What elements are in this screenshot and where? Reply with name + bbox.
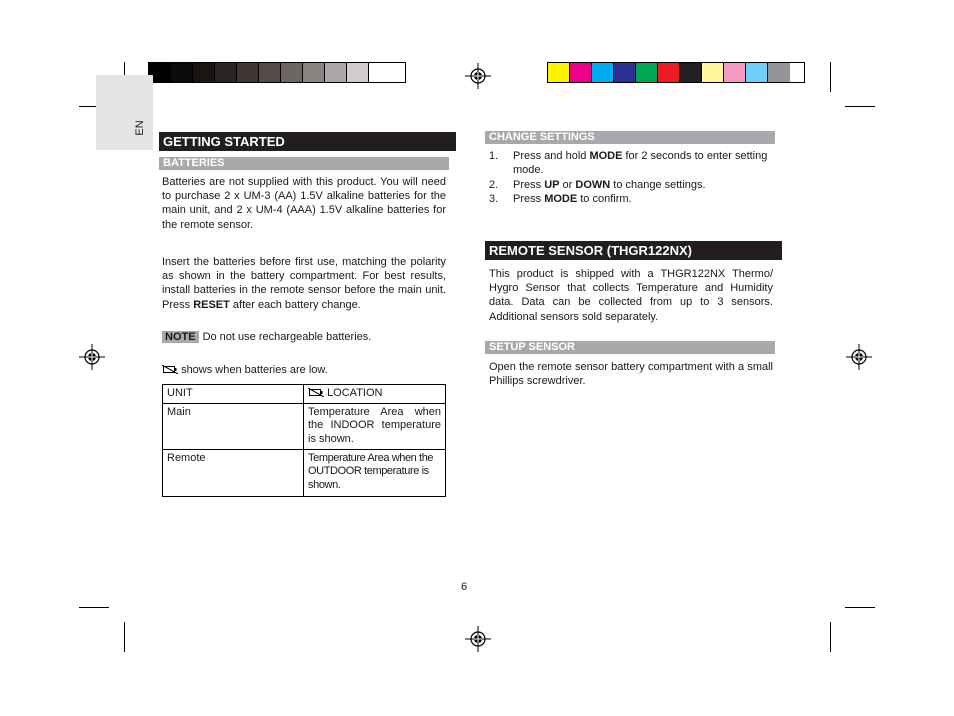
table-row [163, 449, 446, 496]
table-cell-unit: Main [163, 403, 304, 449]
grayscale-swatch [347, 63, 369, 82]
step-number: 1. [489, 150, 499, 162]
remote-sensor-paragraph: This product is shipped with a THGR122NX Thermo/ Hygro Sensor that collects Temperature and Humidity data. Data can be collected from up to 3 sensors. Additional sensors sold separately. [489, 268, 773, 323]
step-number: 2. [489, 178, 499, 191]
color-swatch [680, 63, 702, 82]
battery-location-table [162, 384, 446, 497]
language-tab [96, 75, 153, 150]
color-swatch [768, 63, 790, 82]
subsection-title-change-settings: CHANGE SETTINGS [485, 131, 775, 144]
low-battery-icon [308, 388, 324, 397]
color-swatch [548, 63, 570, 82]
list-item [489, 178, 775, 192]
low-battery-icon [162, 365, 178, 374]
table-cell-location: Temperature Area when the OUTDOOR temperature is shown. [304, 449, 446, 496]
language-tab-label: EN [134, 120, 146, 136]
step-text: to confirm. [577, 193, 632, 206]
note-text: Do not use rechargeable batteries. [202, 331, 372, 343]
grayscale-calibration-bar [148, 62, 406, 83]
note-line [162, 330, 371, 344]
color-swatch [636, 63, 658, 82]
table-cell-unit: Remote [163, 449, 304, 496]
step-text: Press [513, 178, 545, 191]
table-header-location [304, 385, 446, 404]
low-battery-line [162, 363, 328, 377]
grayscale-swatch [237, 63, 259, 82]
reset-keyword: RESET [193, 298, 230, 311]
subsection-title-setup-sensor: SETUP SENSOR [485, 341, 775, 354]
grayscale-swatch [281, 63, 303, 82]
table-header-row [163, 385, 446, 404]
list-item [489, 192, 775, 206]
table-header-location-label: LOCATION [327, 387, 383, 399]
color-swatch [702, 63, 724, 82]
table-row [163, 403, 446, 449]
mode-keyword: MODE [544, 193, 578, 206]
registration-mark-icon [79, 344, 105, 370]
section-title-remote-sensor: REMOTE SENSOR (THGR122NX) [485, 241, 782, 260]
step-text: to change settings. [610, 178, 706, 191]
step-text: for 2 seconds to enter setting mode. [513, 150, 768, 177]
grayscale-swatch [303, 63, 325, 82]
page-number: 6 [461, 581, 468, 593]
color-swatch [746, 63, 768, 82]
mode-keyword: MODE [589, 150, 623, 162]
grayscale-swatch [171, 63, 193, 82]
list-item [489, 149, 775, 178]
para2-text-post: after each battery change. [229, 298, 361, 311]
color-swatch [724, 63, 746, 82]
up-keyword: UP [544, 178, 560, 191]
down-keyword: DOWN [575, 178, 611, 191]
step-text: Press and hold [513, 150, 590, 162]
setup-sensor-paragraph: Open the remote sensor battery compartment with a small Phillips screwdriver. [489, 361, 773, 388]
note-tag: NOTE [162, 331, 199, 343]
grayscale-swatch [369, 63, 391, 82]
step-number: 3. [489, 193, 499, 206]
low-battery-text: shows when batteries are low. [181, 364, 328, 376]
grayscale-swatch [259, 63, 281, 82]
grayscale-swatch [325, 63, 347, 82]
registration-mark-icon [465, 626, 491, 652]
change-settings-steps [489, 149, 775, 207]
table-header-unit: UNIT [163, 385, 304, 404]
color-swatch [592, 63, 614, 82]
color-swatch [614, 63, 636, 82]
grayscale-swatch [215, 63, 237, 82]
registration-mark-icon [465, 63, 491, 89]
color-swatch [658, 63, 680, 82]
step-text: or [559, 178, 576, 191]
color-calibration-bar [547, 62, 805, 83]
table-cell-location: Temperature Area when the INDOOR temperature is shown. [304, 403, 446, 449]
subsection-title-batteries: BATTERIES [159, 157, 449, 170]
batteries-paragraph-1: Batteries are not supplied with this product. You will need to purchase 2 x UM-3 (AA) 1.5V alkaline batteries for the main unit, and 2 x UM-4 (AAA) 1.5V alkaline batteries for the remote sensor. [162, 176, 446, 231]
para2-text-pre: Insert the batteries before first use, matching the polarity as shown in the battery compartment. For best results, install batteries in the remote sensor before the main unit. Press [162, 256, 446, 311]
color-swatch [570, 63, 592, 82]
batteries-paragraph-2 [162, 255, 446, 312]
step-text: Press [513, 193, 545, 206]
section-title-getting-started: GETTING STARTED [159, 132, 456, 151]
registration-mark-icon [846, 344, 872, 370]
grayscale-swatch [193, 63, 215, 82]
